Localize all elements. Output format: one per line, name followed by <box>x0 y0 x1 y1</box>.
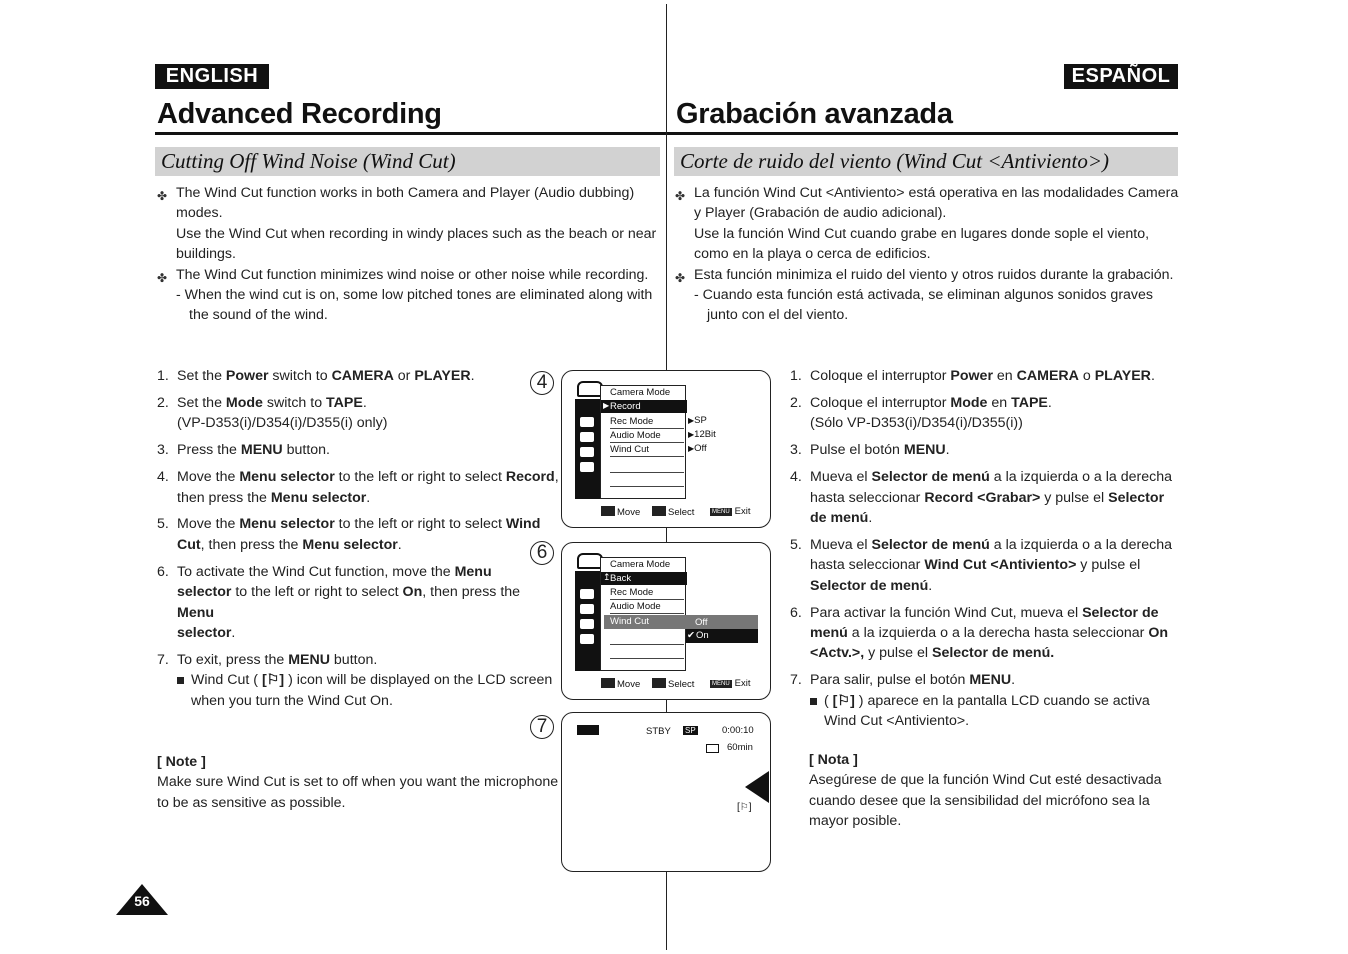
step-text: . <box>470 368 475 384</box>
step-text: o <box>1078 368 1095 384</box>
bullet-line: como en la playa o cerca de edificios. <box>694 246 931 263</box>
step-text: Press the <box>177 442 241 459</box>
step-text: Coloque el interruptor <box>810 368 951 384</box>
arrow-right-icon: ▶ <box>688 430 695 439</box>
step-7 <box>157 650 559 711</box>
step-text: Set the <box>177 368 226 384</box>
bullet-line: La función Wind Cut <Antiviento> está operativa en las modalidades Camera <box>694 185 1179 201</box>
step-text: button. <box>282 442 330 459</box>
menu-rule <box>610 599 684 600</box>
menu-header: Camera Mode <box>610 559 671 570</box>
footer-label: Exit <box>734 678 751 689</box>
step-text: switch to <box>268 368 332 384</box>
step-text: Menu selector <box>302 536 398 553</box>
move-icon <box>601 506 615 516</box>
sub-bullet-line: the sound of the wind. <box>189 307 328 324</box>
arrow-right-icon: ▶ <box>603 401 610 410</box>
step-text: Menu selector <box>239 516 335 533</box>
step-text: Selector de menú <box>871 469 990 486</box>
plus-bullet-icon: ✤ <box>157 189 168 203</box>
sub-bullet-line: - When the wind cut is on, some low pitched tones are eliminated along with <box>176 287 653 304</box>
step-text: y pulse el <box>1076 557 1141 574</box>
step-7 <box>790 670 1180 731</box>
menu-icon <box>580 634 594 644</box>
footer-label: Move <box>617 507 641 518</box>
step-number: 2. <box>157 394 169 411</box>
step-text: Menu selector <box>239 469 335 486</box>
menu-rule <box>610 456 684 457</box>
section-heading-spanish: Corte de ruido del viento (Wind Cut <Antiviento>) <box>674 147 1178 176</box>
menu-item: Rec Mode <box>610 416 654 427</box>
step-text: Wind Cut ( <box>191 672 262 689</box>
wind-cut-icon: [⚐] <box>737 802 752 813</box>
note-line: Make sure Wind Cut is set to off when you want the microphone <box>157 774 559 791</box>
footer-label: Exit <box>734 506 751 517</box>
step-text: de menú <box>810 509 869 526</box>
step-number: 7. <box>790 672 802 689</box>
menu-item: Audio Mode <box>610 430 661 441</box>
step-text: . <box>397 536 402 553</box>
step-text: ) icon will be displayed on the LCD screen <box>284 672 553 689</box>
step-text: CAMERA <box>1016 368 1079 384</box>
step-text: a la izquierda o a la derecha <box>989 469 1172 486</box>
menu-rule <box>610 428 684 429</box>
step-text: PLAYER <box>1094 368 1151 384</box>
step-text: then press the <box>177 489 271 506</box>
step-number: 5. <box>157 516 169 533</box>
step-text: TAPE <box>1011 394 1048 411</box>
plus-bullet-icon: ✤ <box>157 270 168 285</box>
step-number: 3. <box>790 442 802 459</box>
step-text: (VP-D353(i)/D354(i)/D355(i) only) <box>177 415 388 432</box>
menu-value: 12Bit <box>694 429 716 440</box>
footer-exit <box>710 678 751 689</box>
menu-rule <box>610 442 684 443</box>
step-1 <box>157 366 559 386</box>
step-2 <box>157 393 559 434</box>
note-line: mayor posible. <box>809 813 902 830</box>
step-6 <box>157 562 559 644</box>
step-number: 3. <box>157 442 169 459</box>
step-number: 2. <box>790 394 802 411</box>
step-text: Record <box>505 469 555 486</box>
footer-select <box>652 506 694 518</box>
step-text: . <box>231 624 236 641</box>
step-text: Selector de menú <box>871 536 990 553</box>
tape-remaining: 60min <box>727 742 753 753</box>
menu-icon <box>580 589 594 599</box>
screen-number-7: 7 <box>530 715 554 739</box>
title-rule <box>667 132 1178 135</box>
select-icon <box>652 678 666 688</box>
step-number: 1. <box>790 368 802 384</box>
step-text: . <box>868 509 873 526</box>
step-text: , <box>554 469 559 486</box>
page-number: 56 <box>134 893 150 909</box>
step-number: 6. <box>157 563 169 580</box>
option-off: Off <box>695 617 708 628</box>
back-icon: ↥ <box>603 572 611 582</box>
step-5 <box>157 514 559 555</box>
screen-number-6: 6 <box>530 541 554 565</box>
step-text: Power <box>950 368 993 384</box>
menu-item-wind-cut: Wind Cut <box>610 616 650 627</box>
step-text: Move the <box>177 516 240 533</box>
step-text: Coloque el interruptor <box>810 394 951 411</box>
step-text: Record <Grabar> <box>924 489 1041 506</box>
step-text: Selector <box>1108 489 1165 506</box>
note-title: [ Nota ] <box>809 752 858 768</box>
step-text: Selector de <box>1082 604 1159 621</box>
option-on-row <box>686 629 758 643</box>
step-1 <box>790 366 1180 386</box>
sub-bullet-line: - Cuando esta función está activada, se eliminan algunos sonidos graves <box>694 287 1154 304</box>
step-text: PLAYER <box>414 368 471 384</box>
title-rule <box>155 132 666 135</box>
step-text: . <box>1047 394 1052 411</box>
footer-label: Select <box>668 679 695 690</box>
step-text: On <box>402 584 423 601</box>
step-text: hasta seleccionar <box>810 557 925 574</box>
note-spanish <box>809 750 1179 832</box>
bullet-line: Use la función Wind Cut cuando grabe en lugares donde sople el viento, <box>694 225 1150 242</box>
note-title: [ Note ] <box>157 754 206 770</box>
step-text: , then press the <box>200 536 303 553</box>
time-counter: 0:00:10 <box>722 725 754 736</box>
step-text: (Sólo VP-D353(i)/D354(i)/D355(i)) <box>810 415 1023 432</box>
menu-sidebar <box>575 571 601 671</box>
square-bullet-icon <box>177 677 184 684</box>
bullet-line: modes. <box>176 205 223 222</box>
step-text: Move the <box>177 469 240 486</box>
option-on: On <box>696 630 709 641</box>
menu-header: Camera Mode <box>610 387 671 398</box>
menu-value: SP <box>694 415 707 426</box>
plus-bullet-icon: ✤ <box>675 189 686 203</box>
arrow-right-icon: ▶ <box>688 416 695 425</box>
menu-highlight <box>601 400 687 413</box>
step-number: 4. <box>157 469 169 486</box>
menu-badge: MENU <box>712 681 730 687</box>
arrow-right-icon: ▶ <box>688 444 695 453</box>
step-text: Wind Cut <Antiviento>. <box>824 713 970 730</box>
step-text: CAMERA <box>331 368 394 384</box>
page-title-spanish: Grabación avanzada <box>676 98 953 130</box>
bullet-line: y Player (Grabación de audio adicional). <box>694 205 947 222</box>
step-text: MENU <box>288 651 330 668</box>
step-text: ( <box>824 692 833 709</box>
menu-item-record: Record <box>610 401 641 412</box>
menu-rule <box>610 644 684 645</box>
value-wind-cut <box>688 443 707 454</box>
select-icon <box>652 506 666 516</box>
step-2 <box>790 393 1180 434</box>
step-text: To exit, press the <box>177 651 289 668</box>
spanish-label: ESPAÑOL <box>1064 64 1178 89</box>
menu-icon <box>580 447 594 457</box>
sub-bullet-line: junto con el del viento. <box>707 307 849 324</box>
step-text: Mode <box>950 394 988 411</box>
bullet-line: Use the Wind Cut when recording in windy places such as the beach or near <box>176 225 657 242</box>
step-text: hasta seleccionar <box>810 489 925 506</box>
step-text: Cut <box>177 536 201 553</box>
step-number: 6. <box>790 604 802 621</box>
steps-english <box>157 366 559 718</box>
menu-item: Audio Mode <box>610 601 661 612</box>
status-stby: STBY <box>646 726 671 737</box>
page-title-english: Advanced Recording <box>157 98 442 130</box>
step-text: On <box>1148 624 1169 641</box>
wind-cut-icon: [⚐] <box>832 692 855 709</box>
step-text: Mode <box>225 394 263 411</box>
menu-rule <box>610 472 684 473</box>
step-text: switch to <box>262 394 327 411</box>
bullet-line: buildings. <box>176 246 236 263</box>
lcd-screen-6 <box>561 542 771 700</box>
step-5 <box>790 535 1180 596</box>
menu-panel <box>600 557 686 671</box>
footer-label: Move <box>617 679 641 690</box>
status-sp: SP <box>685 726 696 735</box>
menu-value: Off <box>694 443 707 454</box>
step-text: Set the <box>177 394 226 411</box>
step-text: en <box>992 368 1017 384</box>
note-line: Asegúrese de que la función Wind Cut esté desactivada <box>809 772 1162 789</box>
menu-icon <box>580 604 594 614</box>
step-text: or <box>393 368 415 384</box>
step-text: when you turn the Wind Cut On. <box>191 692 393 709</box>
note-english <box>157 752 567 813</box>
menu-back-row <box>601 572 687 585</box>
step-6 <box>790 603 1180 664</box>
step-text: MENU <box>240 442 283 459</box>
wind-cut-icon: [⚐] <box>261 672 285 689</box>
step-text: a la izquierda o a la derecha <box>989 536 1172 553</box>
step-text: . <box>945 442 950 459</box>
step-text: to the left or right to select <box>334 469 506 486</box>
step-text: Menu <box>177 604 215 621</box>
step-text: Power <box>225 368 269 384</box>
step-text: Para activar la función Wind Cut, mueva el <box>810 604 1083 621</box>
step-4 <box>157 467 559 508</box>
step-text: to the left or right to select <box>334 516 506 533</box>
footer-move <box>601 506 640 518</box>
move-icon <box>601 678 615 688</box>
step-text: MENU <box>969 672 1012 689</box>
step-text: selector <box>177 624 232 641</box>
menu-item: Rec Mode <box>610 587 654 598</box>
step-text: Mueva el <box>810 469 872 486</box>
menu-badge: MENU <box>712 509 730 515</box>
menu-item: Wind Cut <box>610 444 650 455</box>
step-text: . <box>1150 368 1155 384</box>
step-text: Wind Cut <Antiviento> <box>924 557 1077 574</box>
step-text: Selector de menú <box>810 577 929 594</box>
step-text: Mueva el <box>810 536 872 553</box>
step-text: button. <box>329 651 378 668</box>
step-text: Para salir, pulse el botón <box>810 672 970 689</box>
step-text: menú <box>810 624 848 641</box>
step-text: . <box>362 394 367 411</box>
lcd-screen-4 <box>561 370 771 528</box>
intro-spanish <box>675 183 1180 326</box>
step-number: 7. <box>157 651 169 668</box>
step-text: en <box>987 394 1012 411</box>
step-text: MENU <box>903 442 946 459</box>
step-number: 4. <box>790 469 802 486</box>
step-text: TAPE <box>326 394 363 411</box>
step-text: ) aparece en la pantalla LCD cuando se activa <box>854 692 1150 709</box>
check-icon: ✔ <box>687 630 695 641</box>
selected-wind-cut-row <box>604 615 758 629</box>
menu-icon <box>580 432 594 442</box>
menu-panel <box>600 385 686 499</box>
bullet-line: The Wind Cut function works in both Camera and Player (Audio dubbing) <box>176 185 635 201</box>
tape-icon <box>706 744 719 753</box>
value-audio-mode <box>688 429 716 440</box>
menu-icon <box>580 462 594 472</box>
section-heading-english: Cutting Off Wind Noise (Wind Cut) <box>155 147 660 176</box>
step-text: . <box>928 577 933 594</box>
menu-rule <box>610 658 684 659</box>
footer-exit <box>710 506 751 517</box>
step-text: Pulse el botón <box>810 442 904 459</box>
step-3 <box>790 440 1180 460</box>
step-text: Selector de menú. <box>931 645 1055 662</box>
menu-icon <box>580 417 594 427</box>
step-3 <box>157 440 559 460</box>
value-rec-mode <box>688 415 707 426</box>
step-text: y pulse el <box>1040 489 1109 506</box>
screen-number-4: 4 <box>530 371 554 395</box>
steps-spanish <box>790 366 1180 738</box>
intro-english <box>157 183 657 326</box>
step-text: y pulse el <box>864 645 932 662</box>
menu-item-back: Back <box>610 573 632 584</box>
menu-rule <box>610 613 684 614</box>
note-line: cuando desee que la sensibilidad del micrófono sea la <box>809 792 1150 809</box>
step-4 <box>790 467 1180 528</box>
step-text: Menu selector <box>270 489 367 506</box>
footer-select <box>652 678 694 690</box>
menu-icon <box>580 619 594 629</box>
step-text: selector <box>177 584 232 601</box>
step-number: 5. <box>790 536 802 553</box>
step-text: . <box>1011 672 1016 689</box>
menu-sidebar <box>575 399 601 499</box>
step-text: <Actv.>, <box>810 645 865 662</box>
step-text: , then press the <box>422 584 521 601</box>
footer-move <box>601 678 640 690</box>
triangle-marker-icon <box>745 771 769 803</box>
bullet-line: Esta función minimiza el ruido del viento y otros ruidos durante la grabación. <box>694 266 1174 283</box>
bullet-line: The Wind Cut function minimizes wind noise or other noise while recording. <box>176 266 649 283</box>
plus-bullet-icon: ✤ <box>675 270 686 285</box>
note-line: to be as sensitive as possible. <box>157 794 346 811</box>
english-label: ENGLISH <box>155 64 269 89</box>
step-text: Wind <box>505 516 541 533</box>
step-text: Menu <box>454 563 492 580</box>
menu-rule <box>610 486 684 487</box>
footer-label: Select <box>668 507 695 518</box>
step-text: . <box>366 489 371 506</box>
battery-icon <box>577 725 599 735</box>
square-bullet-icon <box>810 698 817 705</box>
step-text: a la izquierda o a la derecha hasta seleccionar <box>847 624 1149 641</box>
step-number: 1. <box>157 368 169 384</box>
lcd-screen-7 <box>561 712 771 872</box>
step-text: To activate the Wind Cut function, move the <box>177 563 455 580</box>
step-text: to the left or right to select <box>231 584 403 601</box>
